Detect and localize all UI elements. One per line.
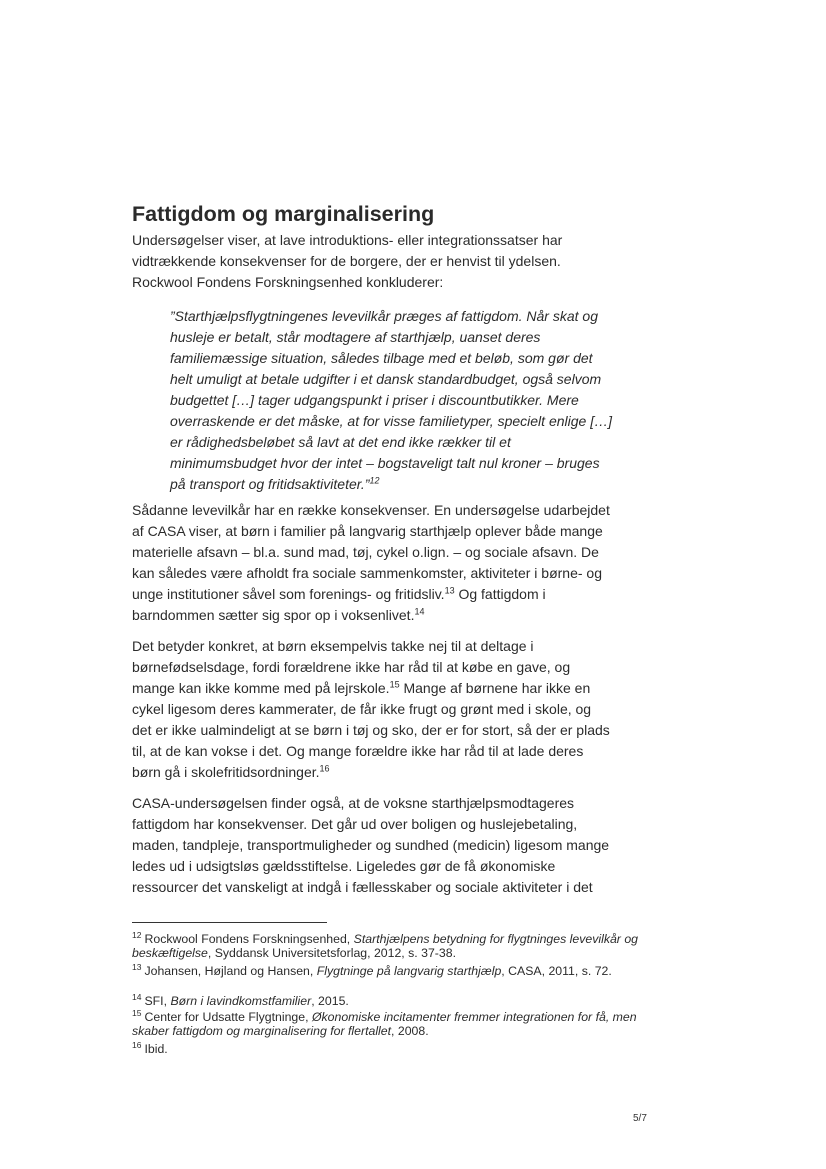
paragraph-line: CASA-undersøgelsen finder også, at de voksne starthjælpsmodtageres — [132, 795, 575, 811]
quote-line: overraskende er det måske, at for visse familietyper, specielt enlige […] — [170, 413, 612, 429]
footnote-text: , 2008. — [391, 1024, 429, 1038]
paragraph-line — [132, 605, 692, 626]
paragraph-line: Sådanne levevilkår har en række konsekvenser. En undersøgelse udarbejdet — [132, 502, 610, 518]
footnote-15 — [132, 1007, 672, 1038]
quote-line — [170, 474, 670, 495]
quote-line: helt umuligt at betale udgifter i et dansk standardbudget, også selvom — [170, 371, 602, 387]
paragraph-line: kan således være afholdt fra sociale sammenkomster, aktiviteter i børne- og — [132, 565, 602, 581]
paragraph-text: barndommen sætter sig spor op i voksenlivet. — [132, 607, 415, 623]
paragraph-children — [132, 636, 692, 783]
paragraph-line: ledes ud i udsigtsløs gældsstiftelse. Ligeledes gør de få økonomiske — [132, 858, 556, 874]
paragraph-text: Og fattigdom i — [454, 586, 546, 602]
footnote-16 — [132, 1039, 672, 1056]
page-number: 5/7 — [633, 1113, 647, 1124]
footnote-number: 12 — [132, 929, 142, 940]
footnote-separator — [132, 922, 327, 923]
footnote-13 — [132, 961, 672, 978]
quote-line: familiemæssige situation, således tilbage med et beløb, som gør det — [170, 350, 593, 366]
paragraph-line: Det betyder konkret, at børn eksempelvis takke nej til at deltage i — [132, 638, 534, 654]
paragraph-line: materielle afsavn – bl.a. sund mad, tøj, cykel o.lign. – og sociale afsavn. De — [132, 544, 599, 560]
paragraph-adults — [132, 793, 692, 898]
intro-line: Rockwool Fondens Forskningsenhed konkluderer: — [132, 274, 444, 290]
footnote-number: 15 — [132, 1007, 142, 1018]
footnote-ref-14[interactable]: 14 — [414, 606, 425, 617]
paragraph-line: af CASA viser, at børn i familier på langvarig starthjælp oplever både mange — [132, 523, 603, 539]
footnote-title: Børn i lavindkomstfamilier — [170, 994, 312, 1008]
quote-line: minimumsbudget hvor der intet – bogstaveligt talt nul kroner – bruges — [170, 455, 600, 471]
quote-line: ”Starthjælpsflygtningenes levevilkår præges af fattigdom. Når skat og — [170, 308, 598, 324]
footnote-12 — [132, 929, 672, 960]
footnote-14 — [132, 991, 672, 1008]
footnote-text: Johansen, Højland og Hansen, — [144, 964, 317, 978]
paragraph-line: maden, tandpleje, transportmuligheder og sundhed (medicin) ligesom mange — [132, 837, 610, 853]
footnote-text: Rockwool Fondens Forskningsenhed, — [144, 932, 354, 946]
footnote-ref-16[interactable]: 16 — [319, 763, 330, 774]
paragraph-line: ressourcer det vanskeligt at indgå i fællesskaber og sociale aktiviteter i det — [132, 879, 593, 895]
footnote-text: Ibid. — [144, 1042, 168, 1056]
paragraph-text: mange kan ikke komme med på lejrskole. — [132, 680, 390, 696]
section-heading: Fattigdom og marginalisering — [132, 202, 435, 226]
paragraph-line: til, at de kan vokse i det. Og mange forældre ikke har råd til at lade deres — [132, 743, 584, 759]
footnote-number: 13 — [132, 961, 142, 972]
footnote-ref-12[interactable]: 12 — [369, 475, 380, 486]
paragraph-text: Mange af børnene har ikke en — [399, 680, 591, 696]
footnote-text: Center for Udsatte Flygtninge, — [144, 1010, 312, 1024]
intro-line: vidtrækkende konsekvenser for de borgere, der er henvist til ydelsen. — [132, 253, 561, 269]
footnote-title: Økonomiske incitamenter fremmer integrationen for få, men skaber fattigdom og marginalisering for flertallet — [132, 1010, 637, 1038]
paragraph-text: børn gå i skolefritidsordninger. — [132, 764, 320, 780]
footnote-ref-13[interactable]: 13 — [444, 585, 455, 596]
paragraph-line — [132, 584, 692, 605]
paragraph-line — [132, 678, 692, 699]
paragraph-line — [132, 762, 692, 783]
quote-line: budgettet […] tager udgangspunkt i priser i discountbutikker. Mere — [170, 392, 579, 408]
footnote-text: , 2015. — [311, 994, 349, 1008]
footnote-title: Starthjælpens betydning for flygtninges levevilkår og beskæftigelse — [132, 932, 638, 960]
paragraph-line: det er ikke ualmindeligt at se børn i tøj og sko, der er for stort, så der er plads — [132, 722, 610, 738]
quote-line: er rådighedsbeløbet så lavt at det end ikke rækker til et — [170, 434, 511, 450]
paragraph-line: fattigdom har konsekvenser. Det går ud over boligen og huslejebetaling, — [132, 816, 578, 832]
paragraph-line: cykel ligesom deres kammerater, de får ikke frugt og grønt med i skole, og — [132, 701, 592, 717]
footnote-number: 14 — [132, 991, 142, 1002]
footnote-number: 16 — [132, 1039, 142, 1050]
footnote-title: Flygtninge på langvarig starthjælp — [316, 964, 502, 978]
footnote-text: , Syddansk Universitetsforlag, 2012, s. 37-38. — [207, 946, 456, 960]
footnote-text: SFI, — [144, 994, 171, 1008]
intro-paragraph — [132, 230, 692, 293]
paragraph-line: børnefødselsdage, fordi forældrene ikke har råd til at købe en gave, og — [132, 659, 571, 675]
intro-line: Undersøgelser viser, at lave introduktions- eller integrationssatser har — [132, 232, 563, 248]
paragraph-text: unge institutioner såvel som forenings- og fritidsliv. — [132, 586, 445, 602]
quote-last-text: på transport og fritidsaktiviteter.” — [170, 476, 370, 492]
footnote-ref-15[interactable]: 15 — [389, 679, 400, 690]
paragraph-consequences — [132, 500, 692, 626]
quote-line: husleje er betalt, står modtagere af starthjælp, uanset deres — [170, 329, 541, 345]
block-quote — [170, 306, 670, 495]
footnote-text: , CASA, 2011, s. 72. — [501, 964, 612, 978]
